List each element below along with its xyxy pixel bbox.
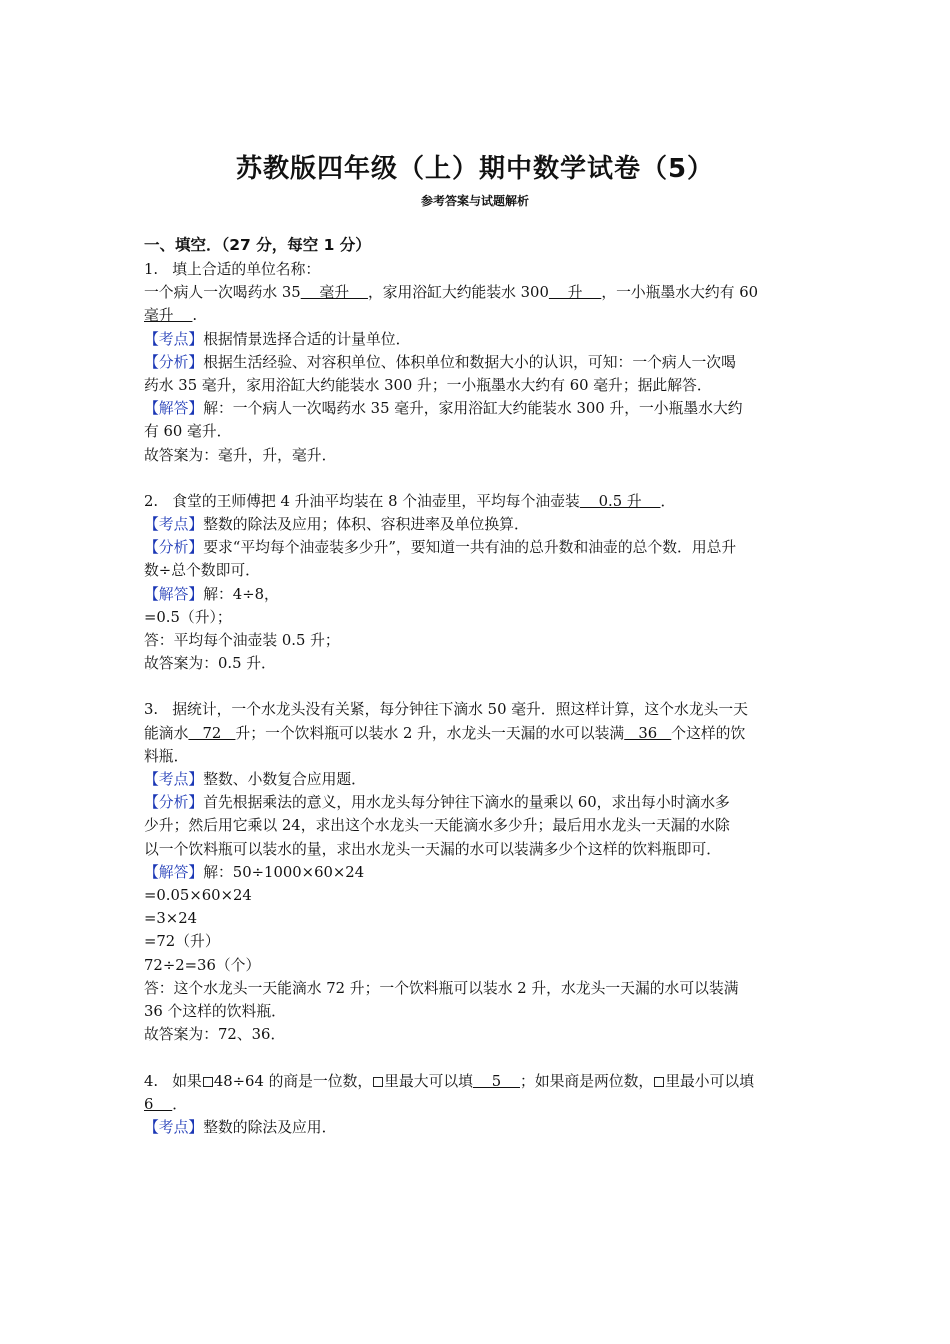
q4-prompt (144, 1070, 814, 1093)
square-placeholder-icon (203, 1077, 213, 1087)
q3-answer-blank-1: 72 (188, 724, 236, 742)
q4-line-2 (144, 1093, 814, 1116)
q3-text: 升；一个饮料瓶可以装水 2 升，水龙头一天漏的水可以装满 (235, 724, 625, 742)
q1-text: ，一小瓶墨水大约有 60 (601, 284, 763, 302)
q3-text: 个这样的饮 (671, 724, 746, 742)
q1-line-3 (144, 304, 814, 327)
fenxi-text: 根据生活经验、对容积单位、体积单位和数据大小的认识，可知：一个病人一次喝 (203, 353, 736, 371)
fenxi-label: 【分析】 (144, 794, 204, 812)
q3-final-answer: 故答案为：72、36． (144, 1026, 286, 1044)
q3-fenxi-cont-1: 少升；然后用它乘以 24，求出这个水龙头一天能滴水多少升；最后用水龙头一天漏的水除 (144, 817, 730, 835)
kaodian-label: 【考点】 (144, 1118, 204, 1136)
fenxi-text: 首先根据乘法的意义，用水龙头每分钟往下滴水的量乘以 60，求出每小时滴水多 (203, 794, 730, 812)
page-subtitle: 参考答案与试题解析 (420, 194, 529, 208)
q4-text: ；如果商是两位数， (520, 1072, 654, 1090)
q4-text: 4. 如果 (144, 1072, 202, 1090)
q1-text: 一个病人一次喝药水 35 (144, 284, 301, 302)
question-1 (144, 258, 814, 467)
q4-answer-blank-1: 5 (472, 1072, 521, 1090)
q1-fenxi-cont: 药水 35 毫升，家用浴缸大约能装水 300 升；一小瓶墨水大约有 60 毫升；据此解答． (144, 377, 712, 395)
q2-step-1: =0.5（升）； (144, 608, 232, 626)
q3-step-4: 72÷2=36（个） (144, 956, 261, 974)
kaodian-text: 整数的除法及应用；体积、容积进率及单位换算． (203, 516, 529, 534)
q4-text: 48÷64 的商是一位数， (213, 1072, 373, 1090)
q2-kaodian (144, 513, 814, 536)
kaodian-text: 整数、小数复合应用题． (203, 771, 366, 789)
q1-kaodian (144, 328, 814, 351)
jieda-text: 解：50÷1000×60×24 (203, 863, 365, 881)
question-4 (144, 1070, 814, 1140)
q3-fenxi-cont-2: 以一个饮料瓶可以装水的量，求出水龙头一天漏的水可以装满多少个这样的饮料瓶即可． (144, 840, 722, 858)
kaodian-label: 【考点】 (144, 516, 204, 534)
q2-final-answer: 故答案为：0.5 升． (144, 655, 276, 673)
fenxi-label: 【分析】 (144, 353, 204, 371)
jieda-label: 【解答】 (144, 400, 204, 418)
q4-kaodian (144, 1116, 814, 1139)
q2-text: ． (660, 492, 676, 510)
kaodian-text: 根据情景选择合适的计量单位． (203, 330, 411, 348)
question-3 (144, 698, 814, 1046)
q3-line-3: 料瓶． (144, 747, 189, 765)
q2-answer-blank: 0.5 升 (579, 492, 661, 510)
jieda-label: 【解答】 (144, 863, 204, 881)
spacer (144, 467, 814, 490)
section-heading: 一、填空．（27 分，每空 1 分） (144, 236, 371, 254)
q1-text: . (192, 307, 198, 325)
q1-answer-blank-2: 升 (548, 284, 602, 302)
fenxi-text: 要求“平均每个油壶装多少升”，要知道一共有油的总升数和油壶的总个数．用总升 (203, 539, 737, 557)
q3-fenxi (144, 791, 814, 814)
spacer (144, 1047, 814, 1070)
square-placeholder-icon (654, 1077, 664, 1087)
q4-text: 里最大可以填 (384, 1072, 473, 1090)
square-placeholder-icon (373, 1077, 383, 1087)
fenxi-label: 【分析】 (144, 539, 204, 557)
q4-text: 里最小可以填 (665, 1072, 759, 1090)
kaodian-text: 整数的除法及应用． (203, 1118, 337, 1136)
q3-kaodian (144, 768, 814, 791)
question-2 (144, 490, 814, 676)
q2-text: 2. 食堂的王师傅把 4 升油平均装在 8 个油壶里，平均每个油壶装 (144, 492, 580, 510)
jieda-label: 【解答】 (144, 585, 204, 603)
q3-step-5: 答：这个水龙头一天能滴水 72 升；一个饮料瓶可以装水 2 升，水龙头一天漏的水可以装满 (144, 979, 739, 997)
q3-step-6: 36 个这样的饮料瓶． (144, 1003, 286, 1021)
q2-jieda (144, 583, 814, 606)
q1-answer-blank-3: 毫升 (144, 307, 193, 325)
q3-answer-blank-2: 36 (624, 724, 672, 742)
page-title: 苏教版四年级（上）期中数学试卷（5） (235, 154, 715, 184)
q1-line-2 (144, 281, 814, 304)
spacer (144, 675, 814, 698)
q1-jieda (144, 397, 814, 420)
q3-line-2 (144, 722, 814, 745)
q3-prompt: 3. 据统计，一个水龙头没有关紧，每分钟往下滴水 50 毫升．照这样计算，这个水龙头一天 (144, 701, 748, 719)
q2-step-2: 答：平均每个油壶装 0.5 升； (144, 632, 340, 650)
q1-final-answer: 故答案为：毫升，升，毫升． (144, 446, 337, 464)
q2-fenxi (144, 536, 814, 559)
kaodian-label: 【考点】 (144, 771, 204, 789)
q4-text: ． (172, 1095, 188, 1113)
q3-jieda (144, 861, 814, 884)
content-body (144, 234, 814, 1139)
q1-fenxi (144, 351, 814, 374)
jieda-text: 解：4÷8， (203, 585, 279, 603)
q1-prompt: 1. 填上合适的单位名称： (144, 261, 321, 278)
q1-answer-blank-1: 毫升 (300, 284, 368, 302)
q2-prompt (144, 490, 814, 513)
q1-jieda-cont: 有 60 毫升． (144, 423, 232, 441)
q2-fenxi-cont: 数÷总个数即可． (144, 562, 260, 580)
q3-step-2: =3×24 (144, 910, 198, 928)
jieda-text: 解：一个病人一次喝药水 35 毫升，家用浴缸大约能装水 300 升，一小瓶墨水大约 (203, 400, 743, 418)
kaodian-label: 【考点】 (144, 330, 204, 348)
q4-answer-blank-2: 6 (144, 1095, 173, 1113)
q3-text: 能滴水 (144, 724, 189, 742)
q1-text: ，家用浴缸大约能装水 300 (367, 284, 549, 302)
q3-step-3: =72（升） (144, 933, 220, 951)
q3-step-1: =0.05×60×24 (144, 887, 252, 905)
